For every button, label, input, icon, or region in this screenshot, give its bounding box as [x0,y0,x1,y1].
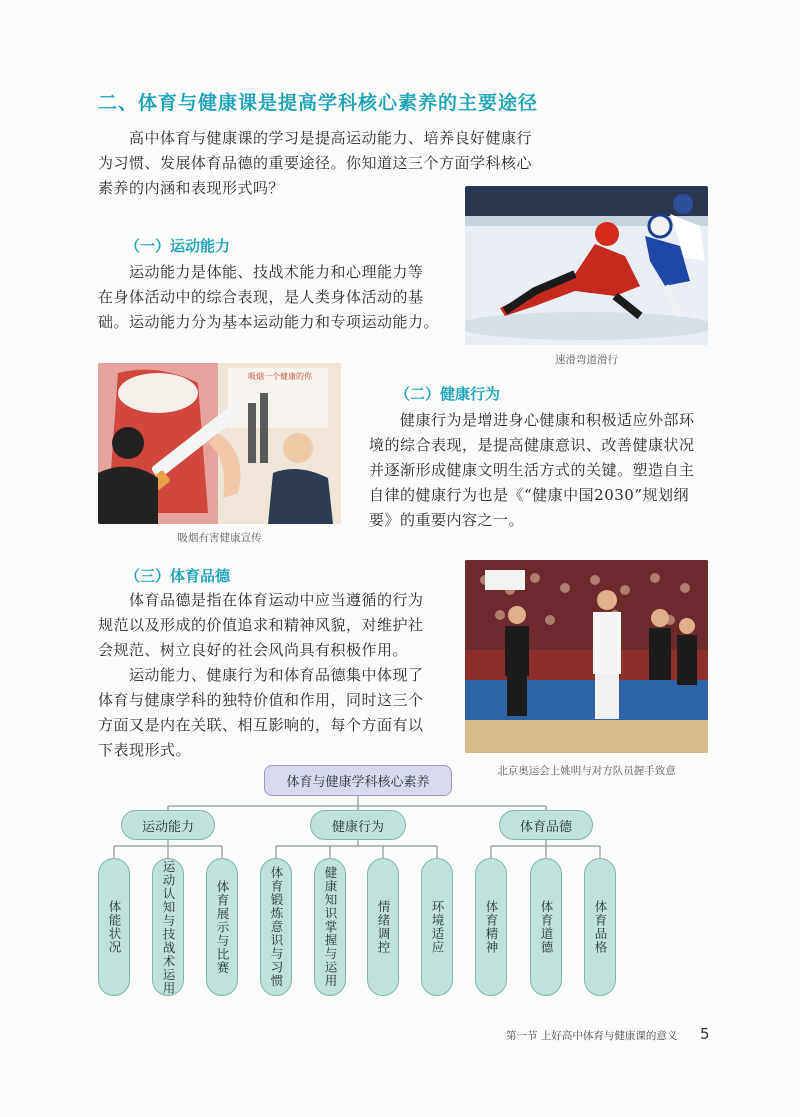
body-line: 础。运动能力分为基本运动能力和专项运动能力。 [98,313,440,331]
leaf-node: 体育锻炼意识与习惯 [260,858,292,996]
leaf-node: 健康知识掌握与运用 [314,858,346,996]
leaf-node: 环境适应 [421,858,453,996]
body-line: 体育品德是指在体育运动中应当遵循的行为 [129,591,424,609]
body-line: 方面又是内在关联、相互影响的，每个方面有以 [98,716,424,734]
page-number: 5 [700,1025,710,1043]
leaf-node: 体育精神 [475,858,507,996]
photo2-caption: 吸烟有害健康宣传 [177,532,262,544]
photo1-caption: 速滑弯道滑行 [555,354,618,366]
branch-node-motor-ability: 运动能力 [121,810,215,840]
leaf-node: 情绪调控 [367,858,399,996]
leaf-node: 体能状况 [98,858,130,996]
leaf-node: 运动认知与技战术运用 [152,858,184,996]
branch-node-sports-morality: 体育品德 [499,810,593,840]
intro-line: 素养的内涵和表现形式吗？ [98,179,285,197]
branch-node-health-behavior: 健康行为 [310,810,406,840]
subsection-1-title: （一）运动能力 [125,237,231,255]
body-line: 运动能力是体能、技战术能力和心理能力等 [129,263,424,281]
leaf-node: 体育道德 [530,858,562,996]
poster-text: 吸烟一个健康的你 [248,372,312,381]
body-line: 体育与健康学科的独特价值和作用，同时这三个 [98,691,424,709]
body-line: 自律的健康行为也是《“健康中国2030”规划纲 [369,486,690,504]
intro-line: 高中体育与健康课的学习是提高运动能力、培养良好健康行 [129,129,533,147]
body-line: 会规范、树立良好的社会风尚具有积极作用。 [98,641,409,659]
body-line: 境的综合表现，是提高健康意识、改善健康状况 [369,436,695,454]
diagram-root-node: 体育与健康学科核心素养 [264,765,452,796]
section-title: 二、体育与健康课是提高学科核心素养的主要途径 [98,92,539,114]
intro-line: 为习惯、发展体育品德的重要途径。你知道这三个方面学科核心 [98,154,533,172]
footer-chapter-title: 第一节 上好高中体育与健康课的意义 [506,1030,678,1042]
subsection-2-title: （二）健康行为 [395,385,501,403]
subsection-3-title: （三）体育品德 [125,567,231,585]
body-line: 规范以及形成的价值追求和精神风貌，对维护社 [98,616,424,634]
body-line: 运动能力、健康行为和体育品德集中体现了 [129,666,424,684]
body-line: 并逐渐形成健康文明生活方式的关键。塑造自主 [369,461,695,479]
body-line: 在身体活动中的综合表现，是人类身体活动的基 [98,288,424,306]
photo3-caption: 北京奥运会上姚明与对方队员握手致意 [497,765,676,777]
leaf-node: 体育品格 [584,858,616,996]
body-line: 健康行为是增进身心健康和积极适应外部环 [400,411,695,429]
body-line: 要》的重要内容之一。 [369,511,525,529]
body-line: 下表现形式。 [98,741,192,759]
leaf-node: 体育展示与比赛 [206,858,238,996]
